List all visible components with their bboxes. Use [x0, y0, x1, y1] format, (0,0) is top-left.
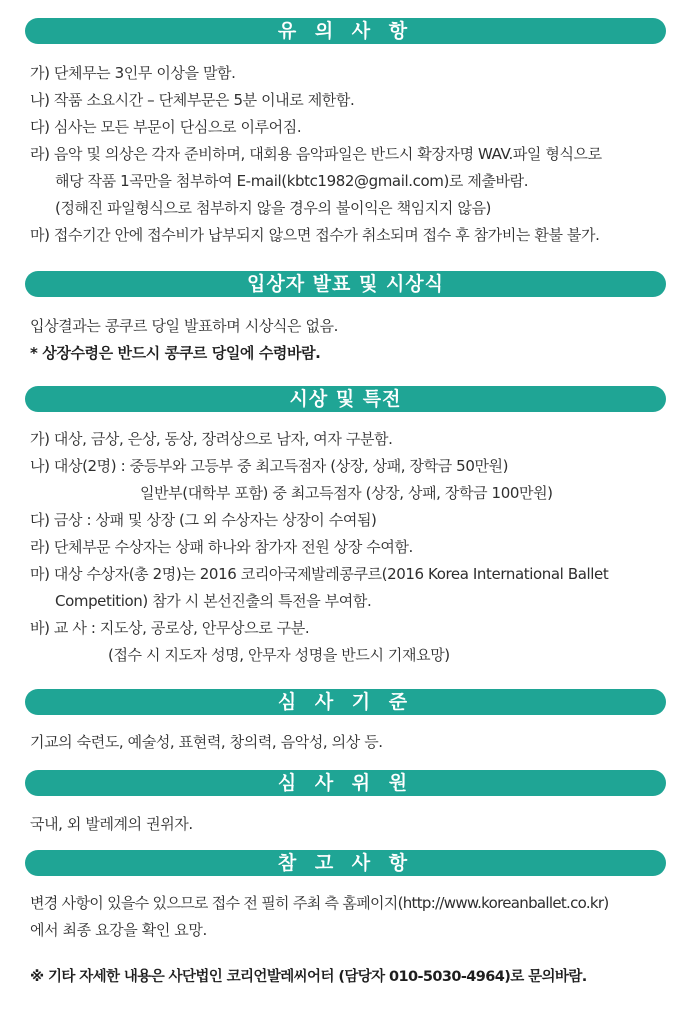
notes-line-5: 해당 작품 1곡만을 첨부하여 E-mail(kbtc1982@gmail.com)로 제출바람. [55, 172, 529, 190]
section-header-criteria: 심 사 기 준 [25, 689, 666, 715]
notes-line-6: (정해진 파일형식으로 첨부하지 않을 경우의 불이익은 책임지지 않음) [55, 199, 492, 217]
awards-line-1: 가) 대상, 금상, 은상, 동상, 장려상으로 남자, 여자 구분함. [30, 430, 393, 448]
awards-line-5: 라) 단체부문 수상자는 상패 하나와 참가자 전원 상장 수여함. [30, 538, 413, 556]
awards-line-3: 일반부(대학부 포함) 중 최고득점자 (상장, 상패, 장학금 100만원) [140, 484, 553, 502]
judges-line-1: 국내, 외 발레계의 권위자. [30, 815, 193, 833]
notes-line-7: 마) 접수기간 안에 접수비가 납부되지 않으면 접수가 취소되며 접수 후 참가비는 환불 불가. [30, 226, 600, 244]
reference-line-2: 에서 최종 요강을 확인 요망. [30, 921, 207, 939]
footer-contact-note: ※ 기타 자세한 내용은 사단법인 코리언발레씨어터 (담당자 010-5030-4964)로 문의바람. [30, 969, 587, 985]
notes-line-2: 나) 작품 소요시간 – 단체부문은 5분 이내로 제한함. [30, 91, 355, 109]
section-header-notes: 유 의 사 항 [25, 18, 666, 44]
section-header-awards: 시상 및 특전 [25, 386, 666, 412]
awards-line-9: (접수 시 지도자 성명, 안무자 성명을 반드시 기재요망) [108, 646, 450, 664]
notes-line-1: 가) 단체무는 3인무 이상을 말함. [30, 64, 236, 82]
section-header-announcement: 입상자 발표 및 시상식 [25, 271, 666, 297]
section-header-judges: 심 사 위 원 [25, 770, 666, 796]
awards-line-4: 다) 금상 : 상패 및 상장 (그 외 수상자는 상장이 수여됨) [30, 511, 377, 529]
announcement-line-1: 입상결과는 콩쿠르 당일 발표하며 시상식은 없음. [30, 317, 339, 335]
criteria-line-1: 기교의 숙련도, 예술성, 표현력, 창의력, 음악성, 의상 등. [30, 733, 383, 751]
awards-line-8: 바) 교 사 : 지도상, 공로상, 안무상으로 구분. [30, 619, 310, 637]
awards-line-6: 마) 대상 수상자(총 2명)는 2016 코리아국제발레콩쿠르(2016 Korea International Ballet [30, 565, 609, 583]
notes-line-4: 라) 음악 및 의상은 각자 준비하며, 대회용 음악파일은 반드시 확장자명 WAV.파일 형식으로 [30, 145, 602, 163]
section-header-reference: 참 고 사 항 [25, 850, 666, 876]
notes-line-3: 다) 심사는 모든 부문이 단심으로 이루어짐. [30, 118, 302, 136]
awards-line-2: 나) 대상(2명) : 중등부와 고등부 중 최고득점자 (상장, 상패, 장학금 50만원) [30, 457, 509, 475]
reference-line-1: 변경 사항이 있을수 있으므로 접수 전 필히 주최 측 홈페이지(http://www.koreanballet.co.kr) [30, 894, 609, 912]
announcement-line-2: * 상장수령은 반드시 콩쿠르 당일에 수령바람. [30, 344, 321, 362]
awards-line-7: Competition) 참가 시 본선진출의 특전을 부여함. [55, 592, 372, 610]
